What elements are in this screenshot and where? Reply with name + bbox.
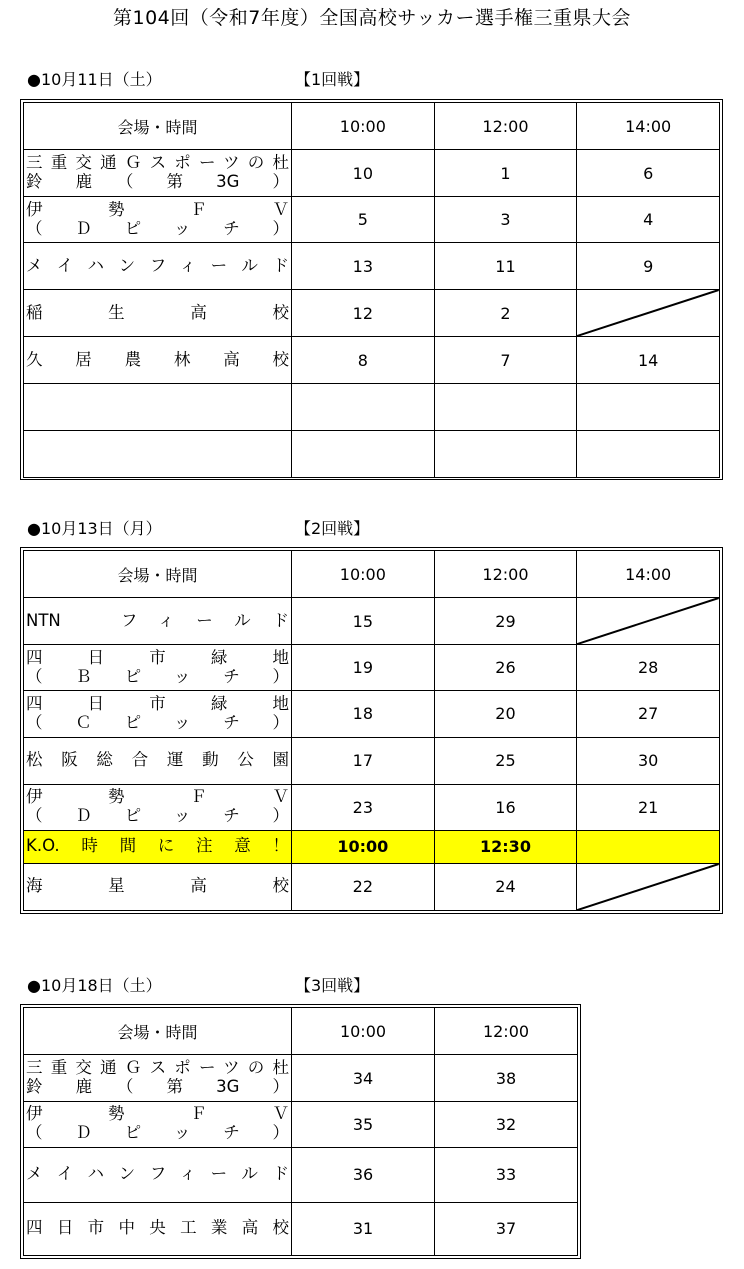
table-row	[24, 691, 720, 737]
header-time-slot: 14:00	[577, 551, 720, 598]
match-number-cell: 7	[434, 337, 577, 384]
match-number-cell: 11	[434, 243, 577, 290]
round-label: 【1回戦】	[295, 70, 370, 89]
match-number-cell: 27	[577, 691, 720, 737]
header-row	[24, 103, 720, 150]
diagonal-slash-icon	[577, 290, 719, 336]
match-number-cell: 13	[292, 243, 435, 290]
venue-name-line: 松阪総合運動公園	[26, 750, 289, 770]
venue-name-line: K.O. 時 間 に 注 意 ！	[26, 836, 289, 856]
match-number-cell: 10	[292, 150, 435, 197]
match-number-cell: 19	[292, 645, 435, 691]
venue-cell	[24, 598, 292, 645]
table-row	[24, 598, 720, 645]
match-number-cell: 12:30	[434, 830, 577, 863]
match-number-cell: 26	[434, 645, 577, 691]
table-row	[24, 1055, 578, 1101]
no-match-slash-cell	[577, 598, 720, 645]
match-date: ●10月13日（月）	[27, 519, 162, 538]
header-time-slot: 14:00	[577, 103, 720, 150]
table-row	[24, 431, 720, 478]
header-row	[24, 1008, 578, 1055]
match-number-cell: 14	[577, 337, 720, 384]
match-number-cell: 29	[434, 598, 577, 645]
table-body	[24, 103, 720, 478]
venue-cell	[24, 150, 292, 197]
venue-cell	[24, 737, 292, 784]
table-row	[24, 1148, 578, 1202]
venue-name-line: 四 日 市 緑 地	[26, 693, 289, 713]
match-number-cell	[577, 830, 720, 863]
table-body	[24, 551, 720, 911]
match-number-cell: 1	[434, 150, 577, 197]
venue-cell	[24, 830, 292, 863]
match-number-cell: 8	[292, 337, 435, 384]
schedule-table-round2	[20, 547, 723, 914]
venue-cell	[24, 1055, 292, 1101]
page-title: 第104回（令和7年度）全国高校サッカー選手権三重県大会	[113, 7, 631, 29]
match-number-cell: 17	[292, 737, 435, 784]
venue-name-line: 伊 勢 Ｆ Ｖ	[26, 199, 289, 219]
match-number-cell: 34	[292, 1055, 435, 1101]
venue-name-line: 海 星 高 校	[26, 876, 289, 896]
venue-name-line: 伊 勢 Ｆ Ｖ	[26, 1104, 289, 1124]
header-time-slot: 12:00	[434, 551, 577, 598]
match-number-cell	[434, 431, 577, 478]
table-row	[24, 830, 720, 863]
section-heading	[27, 516, 427, 538]
table-row	[24, 337, 720, 384]
venue-cell	[24, 645, 292, 691]
round-label: 【3回戦】	[295, 976, 370, 995]
table-body	[24, 1008, 578, 1256]
venue-cell	[24, 863, 292, 910]
match-number-cell	[434, 384, 577, 431]
table-row	[24, 863, 720, 910]
venue-cell	[24, 1101, 292, 1147]
match-number-cell: 32	[435, 1101, 578, 1147]
table-row	[24, 645, 720, 691]
header-time-slot: 12:00	[434, 103, 577, 150]
match-number-cell: 36	[292, 1148, 435, 1202]
match-number-cell: 15	[292, 598, 435, 645]
venue-name-line: 稲 生 高 校	[26, 302, 289, 322]
no-match-slash-cell	[577, 863, 720, 910]
match-number-cell: 28	[577, 645, 720, 691]
round-label: 【2回戦】	[295, 519, 370, 538]
match-number-cell: 25	[434, 737, 577, 784]
header-time-slot: 10:00	[292, 551, 435, 598]
match-date: ●10月11日（土）	[27, 70, 162, 89]
match-number-cell: 23	[292, 784, 435, 830]
venue-name-line: 鈴 鹿 （ 第 3G ）	[26, 1077, 289, 1097]
match-number-cell: 6	[577, 150, 720, 197]
venue-name-line: 伊 勢 Ｆ Ｖ	[26, 787, 289, 807]
match-number-cell: 12	[292, 290, 435, 337]
table-row	[24, 197, 720, 243]
schedule-table-round1	[20, 99, 723, 480]
table-row	[24, 1202, 578, 1255]
diagonal-slash-icon	[577, 864, 719, 910]
match-number-cell	[577, 431, 720, 478]
diagonal-slash-icon	[577, 598, 719, 644]
match-date: ●10月18日（土）	[27, 976, 162, 995]
match-number-cell: 4	[577, 197, 720, 243]
match-number-cell: 2	[434, 290, 577, 337]
table-row	[24, 1101, 578, 1147]
match-number-cell: 16	[434, 784, 577, 830]
venue-name-line: （ Ｄ ピ ッ チ ）	[26, 806, 289, 826]
match-number-cell: 9	[577, 243, 720, 290]
table-row	[24, 384, 720, 431]
table-row	[24, 737, 720, 784]
match-number-cell: 37	[435, 1202, 578, 1255]
venue-name-line: 鈴 鹿 （ 第 3G ）	[26, 172, 289, 191]
header-time-slot: 10:00	[292, 1008, 435, 1055]
venue-name-line: （ Ｃ ピ ッ チ ）	[26, 712, 289, 732]
table-row	[24, 150, 720, 197]
schedule-table	[23, 1007, 578, 1256]
schedule-table	[23, 102, 720, 478]
venue-cell	[24, 1148, 292, 1202]
table-row	[24, 784, 720, 830]
venue-name-line: NTN フィールド	[26, 610, 289, 630]
match-number-cell: 24	[434, 863, 577, 910]
venue-cell	[24, 197, 292, 243]
match-number-cell: 31	[292, 1202, 435, 1255]
schedule-table	[23, 550, 720, 911]
venue-name-line: （ Ｂ ピ ッ チ ）	[26, 666, 289, 686]
venue-name-line: （ Ｄ ピ ッ チ ）	[26, 1123, 289, 1143]
venue-name-line: 久居農林高校	[26, 349, 289, 369]
match-number-cell: 38	[435, 1055, 578, 1101]
venue-cell	[24, 384, 292, 431]
match-number-cell	[292, 431, 435, 478]
match-number-cell: 21	[577, 784, 720, 830]
match-number-cell	[292, 384, 435, 431]
no-match-slash-cell	[577, 290, 720, 337]
venue-cell	[24, 1202, 292, 1255]
match-number-cell: 33	[435, 1148, 578, 1202]
header-venue-time: 会場・時間	[24, 1008, 292, 1055]
match-number-cell: 22	[292, 863, 435, 910]
venue-cell	[24, 431, 292, 478]
section-heading	[27, 67, 427, 89]
match-number-cell: 5	[292, 197, 435, 243]
header-time-slot: 10:00	[292, 103, 435, 150]
venue-name-line: 四日市中央工業高校	[26, 1218, 289, 1238]
venue-name-line: （ Ｄ ピ ッ チ ）	[26, 218, 289, 238]
section-heading	[27, 973, 427, 995]
match-number-cell: 20	[434, 691, 577, 737]
venue-name-line: 三重交通Ｇスポーツの杜	[26, 153, 289, 173]
match-number-cell: 3	[434, 197, 577, 243]
match-number-cell: 18	[292, 691, 435, 737]
header-venue-time: 会場・時間	[24, 103, 292, 150]
table-row	[24, 243, 720, 290]
venue-cell	[24, 337, 292, 384]
venue-name-line: メイハンフィールド	[26, 255, 289, 275]
header-row	[24, 551, 720, 598]
venue-cell	[24, 290, 292, 337]
header-venue-time: 会場・時間	[24, 551, 292, 598]
venue-name-line: メイハンフィールド	[26, 1164, 289, 1184]
match-number-cell: 35	[292, 1101, 435, 1147]
table-row	[24, 290, 720, 337]
venue-cell	[24, 243, 292, 290]
venue-cell	[24, 784, 292, 830]
venue-cell	[24, 691, 292, 737]
schedule-table-round3	[20, 1004, 581, 1259]
venue-name-line: 三重交通Ｇスポーツの杜	[26, 1058, 289, 1078]
venue-name-line: 四 日 市 緑 地	[26, 647, 289, 667]
header-time-slot: 12:00	[435, 1008, 578, 1055]
match-number-cell: 10:00	[292, 830, 435, 863]
match-number-cell	[577, 384, 720, 431]
match-number-cell: 30	[577, 737, 720, 784]
